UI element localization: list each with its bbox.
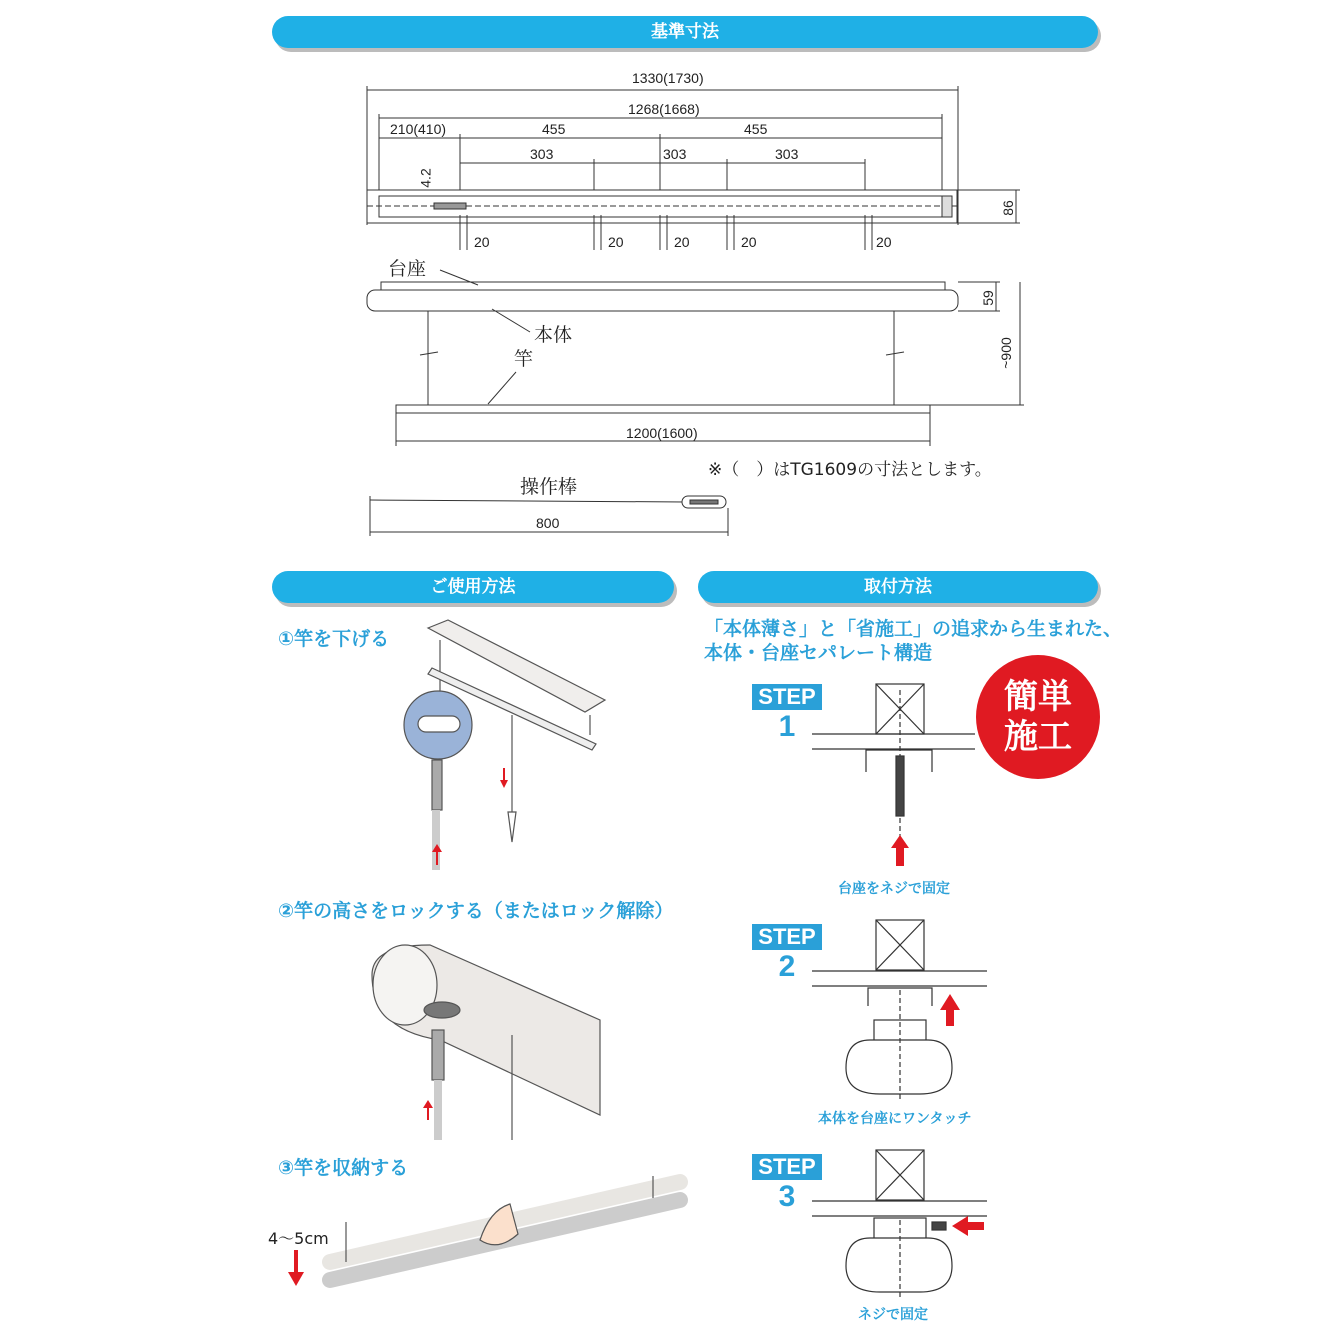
dim-body: 1268(1668) (628, 101, 700, 117)
usage-step-1-title: ①竿を下げる (278, 628, 390, 650)
dim-20: 20 (608, 234, 624, 250)
dim-20: 20 (474, 234, 490, 250)
label-body: 本体 (534, 324, 573, 346)
install-step-2-caption: 本体を台座にワンタッチ (818, 1111, 972, 1127)
dim-pole: 1200(1600) (626, 425, 698, 441)
dim-pitch-2: 303 (663, 146, 687, 162)
dim-drop: ~900 (997, 337, 1014, 369)
dim-20: 20 (741, 234, 757, 250)
dim-depth: 86 (999, 200, 1016, 216)
dim-span-1: 455 (542, 121, 566, 137)
label-base: 台座 (388, 258, 427, 280)
step-number: 1 (778, 710, 796, 743)
usage-step-2-title: ②竿の高さをロックする（またはロック解除） (278, 900, 674, 922)
step-tag: STEP (752, 684, 822, 710)
install-headline-1: 「本体薄さ」と「省施工」の追求から生まれた、 (704, 618, 1123, 640)
dim-overall: 1330(1730) (632, 70, 704, 86)
section-header-dimensions: 基準寸法 (272, 16, 1098, 48)
install-headline-2: 本体・台座セパレート構造 (704, 642, 933, 664)
label-rod: 操作棒 (520, 476, 578, 498)
install-step-1-caption: 台座をネジで固定 (838, 881, 950, 897)
step-tag: STEP (752, 1154, 822, 1180)
dim-20: 20 (876, 234, 892, 250)
step-number: 2 (778, 950, 796, 983)
step-tag: STEP (752, 924, 822, 950)
section-header-usage: ご使用方法 (272, 571, 674, 603)
dim-pitch-1: 303 (530, 146, 554, 162)
step-number: 3 (778, 1180, 796, 1213)
badge-line-2: 施工 (1004, 717, 1072, 757)
usage-step-3-title: ③竿を収納する (278, 1157, 409, 1179)
dim-4-2: 4.2 (417, 168, 434, 188)
dimension-note: ※（ ）はTG1609の寸法とします。 (708, 460, 992, 480)
gap-label: 4〜5cm (268, 1229, 329, 1248)
section-header-install: 取付方法 (698, 571, 1098, 603)
install-step-3-caption: ネジで固定 (858, 1307, 928, 1323)
dim-20: 20 (674, 234, 690, 250)
dim-span-2: 455 (744, 121, 768, 137)
dim-pitch-3: 303 (775, 146, 799, 162)
dim-rod-length: 800 (536, 515, 560, 531)
dim-59: 59 (979, 290, 996, 306)
dim-offset: 210(410) (390, 121, 447, 137)
badge-line-1: 簡単 (1004, 677, 1072, 717)
label-pole: 竿 (514, 348, 534, 370)
